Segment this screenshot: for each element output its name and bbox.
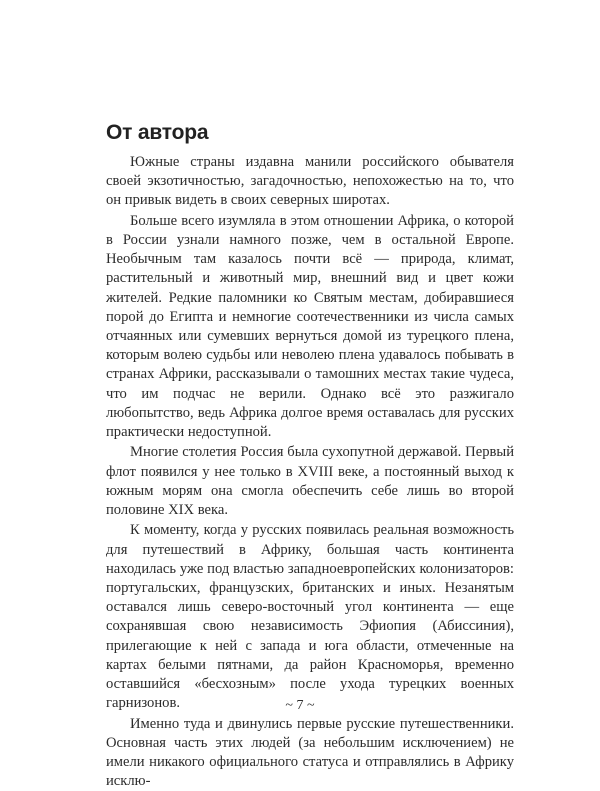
paragraph-5: Именно туда и двинулись первые русские путешественники. Основная часть этих людей (за небольшим исключением) не имели никакого официального статуса и отправлялись в Африку исклю-	[106, 715, 514, 790]
body-text	[106, 153, 514, 791]
page-number: ~ 7 ~	[285, 698, 315, 713]
section-heading: От автора	[106, 121, 209, 144]
paragraph-4: К моменту, когда у русских появилась реальная возможность для путешествий в Африку, большая часть континента находилась уже под властью западноевропейских колонизаторов: португальских, французских, британских и иных. Незанятым оставался лишь северо-восточный угол континента — еще сохранявшая свою независимость Эфиопия (Абиссиния), прилегающие к ней с запада и юга области, отмеченные на картах белыми пятнами, да район Красноморья, временно оставшийся «бесхозным» после ухода турецких военных гарнизонов.	[106, 522, 514, 712]
paragraph-2: Больше всего изумляла в этом отношении Африка, о которой в России узнали намного позже, чем в остальной Европе. Необычным там казалось почти всё — природа, климат, растительный и животный мир, внешний вид и цвет кожи жителей. Редкие паломники ко Святым местам, добиравшиеся порой до Египта и немногие соотечественники из числа самых отчаянных или сумевших вернуться домой из турецкого плена, которым волею судьбы или неволею плена удавалось побывать в странах Африки, рассказывали о тамошних местах такие чудеса, что им подчас не верили. Однако всё это разжигало любопытство, ведь Африка долгое время оставалась для русских практически недоступной.	[106, 212, 514, 441]
paragraph-1: Южные страны издавна манили российского обывателя своей экзотичностью, загадочностью, непохожестью на то, что он привык видеть в своих северных широтах.	[106, 154, 514, 209]
paragraph-3: Многие столетия Россия была сухопутной державой. Первый флот появился у нее только в XVIII веке, а постоянный выход к южным морям она смогла обеспечить себе лишь во второй половине XIX века.	[106, 444, 514, 519]
